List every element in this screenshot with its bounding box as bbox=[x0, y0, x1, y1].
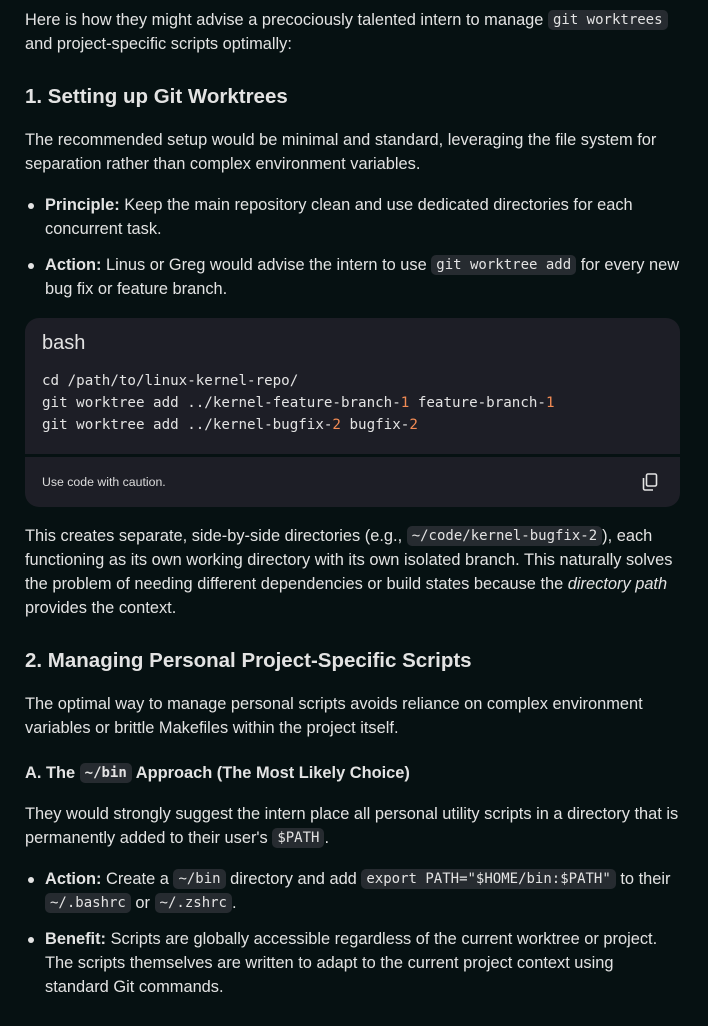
intro-text-end: and project-specific scripts optimally: bbox=[25, 35, 292, 53]
inline-code: git worktree add bbox=[431, 255, 576, 275]
bullet-dot bbox=[28, 263, 34, 269]
code-content[interactable] bbox=[25, 356, 680, 454]
section-heading-scripts: 2. Managing Personal Project-Specific Scripts bbox=[25, 649, 472, 672]
bullet-label: Action: bbox=[45, 256, 102, 274]
code-token: feature-branch- bbox=[409, 395, 546, 411]
bullet-text: Keep the main repository clean and use dedicated directories for each concurrent task. bbox=[45, 196, 633, 238]
inline-code: ~/.zshrc bbox=[155, 893, 232, 913]
explanation-text: ), each functioning as its own working directory with its own isolated branch. This naturally solves the problem of needing different dependencies or build states because the bbox=[25, 527, 673, 593]
code-number: 1 bbox=[545, 395, 555, 411]
copy-icon[interactable] bbox=[642, 473, 658, 491]
subheading-text: A. The bbox=[25, 764, 80, 782]
bullet-text: Linus or Greg would advise the intern to use bbox=[101, 256, 432, 274]
subpara-text: They would strongly suggest the intern place all personal utility scripts in a directory that is permanently added to their user's bbox=[25, 805, 679, 847]
bullet-text: or bbox=[130, 894, 155, 912]
bullet-text: to their bbox=[615, 870, 671, 888]
inline-code: ~/bin bbox=[80, 763, 132, 783]
inline-code: ~/bin bbox=[173, 869, 225, 889]
section1-explanation bbox=[25, 524, 680, 620]
code-number: 2 bbox=[332, 417, 341, 433]
bullet-text-end: . bbox=[231, 894, 237, 912]
bullet-dot bbox=[28, 877, 34, 883]
inline-code: git worktrees bbox=[548, 10, 668, 30]
inline-code: ~/code/kernel-bugfix-2 bbox=[407, 526, 602, 546]
explanation-text: This creates separate, side-by-side directories (e.g., bbox=[25, 527, 407, 545]
inline-code: export PATH="$HOME/bin:$PATH" bbox=[361, 869, 615, 889]
list-item bbox=[25, 927, 680, 999]
subpara-text-end: . bbox=[324, 829, 330, 847]
code-line-2 bbox=[42, 395, 555, 411]
subsection-paragraph bbox=[25, 802, 680, 850]
section1-bullet-list bbox=[25, 193, 680, 301]
section2-paragraph: The optimal way to manage personal scripts avoids reliance on complex environment variables or brittle Makefiles within the project itself. bbox=[25, 695, 643, 737]
list-item bbox=[25, 193, 680, 241]
subheading-text-end: Approach (The Most Likely Choice) bbox=[131, 764, 410, 782]
bullet-text-end: for every new bug fix or feature branch. bbox=[45, 256, 680, 298]
inline-code: ~/.bashrc bbox=[45, 893, 131, 913]
inline-code: $PATH bbox=[272, 828, 324, 848]
section1-paragraph: The recommended setup would be minimal and standard, leveraging the file system for separation rather than complex environment variables. bbox=[25, 131, 657, 173]
list-item bbox=[25, 867, 680, 915]
code-line-3 bbox=[42, 417, 418, 433]
code-number: 2 bbox=[409, 417, 418, 433]
list-item bbox=[25, 253, 680, 301]
emphasis-text: directory path bbox=[567, 575, 668, 593]
code-token: bugfix- bbox=[340, 417, 410, 433]
bullet-label: Principle: bbox=[45, 196, 120, 214]
bullet-dot bbox=[28, 203, 34, 209]
section-heading-worktrees: 1. Setting up Git Worktrees bbox=[25, 85, 288, 108]
code-language-label: bash bbox=[42, 332, 86, 354]
code-token: git worktree add ../kernel-feature-branch- bbox=[42, 395, 401, 411]
bullet-dot bbox=[28, 937, 34, 943]
bullet-text: Scripts are globally accessible regardless of the current worktree or project. The scripts themselves are written to adapt to the current project context using standard Git commands. bbox=[45, 930, 658, 996]
section2-bullet-list bbox=[25, 867, 680, 999]
code-line-1: cd /path/to/linux-kernel-repo/ bbox=[42, 373, 299, 389]
explanation-text-end: provides the context. bbox=[25, 599, 177, 617]
code-number: 1 bbox=[400, 395, 410, 411]
subsection-heading-bin bbox=[25, 761, 680, 785]
bullet-label: Benefit: bbox=[45, 930, 107, 948]
intro-paragraph bbox=[25, 8, 680, 56]
code-footer bbox=[25, 454, 680, 507]
intro-text: Here is how they might advise a precociously talented intern to manage bbox=[25, 11, 548, 29]
bullet-text: Create a bbox=[101, 870, 174, 888]
code-block bbox=[25, 318, 680, 507]
bullet-label: Action: bbox=[45, 870, 102, 888]
bullet-text: directory and add bbox=[225, 870, 362, 888]
code-token: git worktree add ../kernel-bugfix- bbox=[42, 417, 333, 433]
code-caution-text: Use code with caution. bbox=[42, 475, 166, 489]
